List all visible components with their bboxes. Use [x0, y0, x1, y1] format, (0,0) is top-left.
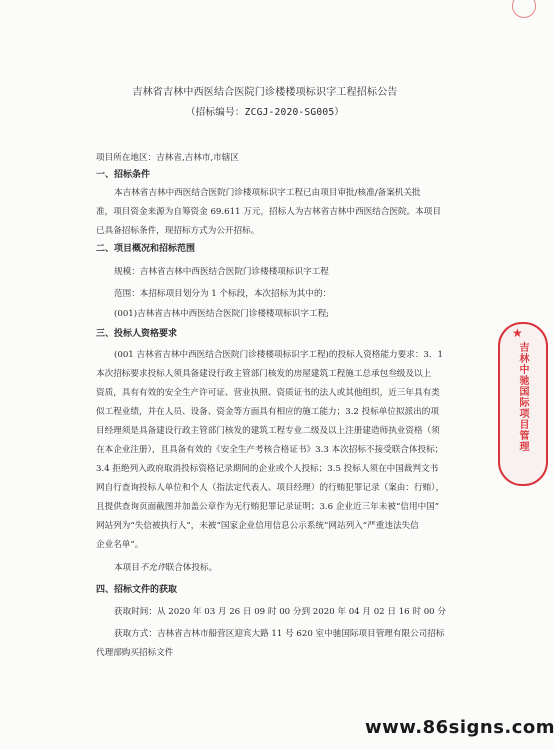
- joint-bid-post: 联合体投标。: [165, 563, 218, 573]
- project-location: 项目所在地区：吉林省,吉林市,市辖区: [96, 153, 239, 163]
- section-4-line: 代理部购买招标文件: [96, 648, 174, 658]
- section-3-line: 目经理须是具备建设行政主管部门核发的建筑工程专业二级及以上注册建造师执业资格（须: [96, 426, 440, 436]
- joint-bid-note: [114, 562, 217, 574]
- section-2-line: 范围：本招标项目划分为 1 个标段，本次招标为其中的：: [114, 289, 332, 299]
- section-3-line: 本次招标要求投标人须具备建设行政主管部门核发的房屋建筑工程施工总承包叁级及以上: [96, 369, 432, 379]
- section-4-line: 获取时间：从 2020 年 03 月 26 日 09 时 00 分到 2020 年 04 月 02 日 16 时 00 分: [114, 607, 446, 617]
- section-1-line: 已具备招标条件，现招标方式为公开招标。: [96, 226, 260, 236]
- section-2-line: 规模：吉林省吉林中西医结合医院门诊楼楼项标识字工程: [114, 267, 329, 277]
- section-3-line: 网站列为“失信被执行人”，未被“国家企业信用信息公示系统”网站列入“严重违法失信: [96, 521, 419, 531]
- section-2-heading: 二、项目概况和招标范围: [96, 244, 196, 254]
- section-3-line: 在本企业注册），且具备有效的《安全生产考核合格证书》3.3 本次招标不接受联合体投标；: [96, 445, 444, 455]
- section-3-line: 似工程业绩，并在人员、设备、资金等方面具有相应的施工能力；3.2 投标单位拟派出的项: [96, 407, 439, 417]
- seal-text: 吉林中驰国际项目管理: [517, 342, 528, 452]
- section-3-line: (001 吉林省吉林中西医结合医院门诊楼楼项标识字工程)的投标人资格能力要求：3．1: [114, 350, 443, 360]
- section-1-heading: 一、招标条件: [96, 170, 151, 180]
- notice-title: 吉林省吉林中西医结合医院门诊楼楼项标识字工程招标公告: [132, 87, 398, 98]
- stamp-edge-mark: [512, 0, 536, 18]
- section-3-line: 且提供查询页面截图并加盖公章作为无行贿犯罪记录证明；3.6 企业近三年未被“信用中国”: [96, 502, 440, 512]
- section-3-line: 3.4 拒绝列入政府取消投标资格记录期间的企业或个人投标；3.5 投标人须在中国裁判文书: [96, 464, 439, 474]
- section-1-line: 准，项目资金来源为自筹资金 69.611 万元，招标人为吉林省吉林中西医结合医院。本项目: [96, 207, 441, 217]
- section-3-heading: 三、投标人资格要求: [96, 329, 178, 339]
- site-watermark: www.86signs.com: [365, 717, 555, 738]
- section-2-line: (001)吉林省吉林中西医结合医院门诊楼楼项标识字工程;: [114, 309, 330, 319]
- official-seal: [498, 322, 548, 486]
- section-1-line: 本吉林省吉林中西医结合医院门诊楼项标识字工程已由项目审批/核准/备案机关批: [114, 188, 421, 198]
- joint-bid-emphasis: 不允许: [139, 563, 166, 573]
- seal-star-icon: ★: [512, 326, 523, 340]
- section-4-heading: 四、招标文件的获取: [96, 585, 178, 595]
- tender-code: （招标编号：ZCGJ-2020-SG005）: [185, 107, 345, 118]
- section-3-line: 资质，具有有效的安全生产许可证、营业执照、资质证书的法人或其他组织，近三年具有类: [96, 388, 440, 398]
- section-3-line: 网自行查询投标人单位和个人（指法定代表人、项目经理）的行贿犯罪记录（案由：行贿），: [96, 483, 445, 493]
- joint-bid-pre: 本项目: [114, 563, 140, 573]
- section-3-line: 企业名单”。: [96, 540, 144, 550]
- section-4-line: 获取方式：吉林省吉林市船营区迎宾大路 11 号 620 室中驰国际项目管理有限公司招标: [114, 629, 445, 639]
